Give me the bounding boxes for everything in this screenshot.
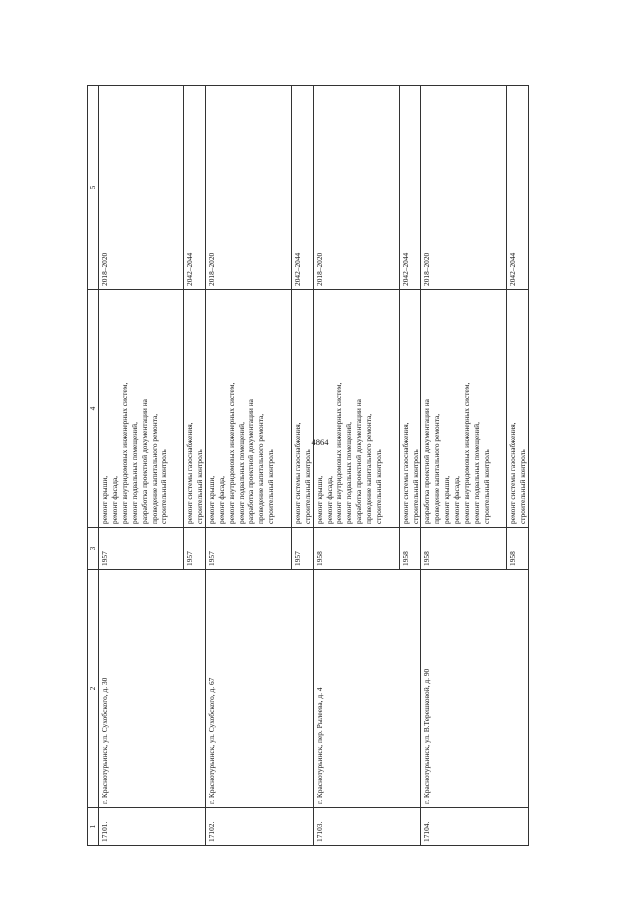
- work-item: разработка проектной документации на: [246, 399, 256, 524]
- building-address: г. Краснотурьинск, ул. Сухобского, д. 30: [99, 570, 206, 808]
- work-item: ремонт крыши,: [100, 475, 109, 524]
- works-list: [421, 290, 507, 528]
- repair-period: 2018–2020: [313, 86, 399, 290]
- table-row: [421, 86, 507, 846]
- table-row: [99, 86, 184, 846]
- works-list: [507, 290, 529, 528]
- work-item: ремонт фасада,: [216, 476, 226, 524]
- work-item: ремонт внутридомовых инженерных систем,: [462, 382, 472, 524]
- work-item: ремонт внутридомовых инженерных систем,: [226, 382, 236, 524]
- column-number: 2: [88, 570, 99, 808]
- building-address: г. Краснотурьинск, ул. Сухобского, д. 67: [205, 570, 313, 808]
- row-number: 17103.: [313, 808, 421, 846]
- build-year: 1958: [313, 528, 399, 570]
- work-item: строительный контроль: [374, 449, 384, 524]
- work-item: разработка проектной документации на: [422, 399, 432, 524]
- work-item: ремонт подвальных помещений,: [471, 422, 481, 524]
- works-list: [205, 290, 291, 528]
- work-item: ремонт подвальных помещений,: [344, 422, 354, 524]
- build-year: 1958: [507, 528, 529, 570]
- build-year: 1957: [205, 528, 291, 570]
- work-item: ремонт крыши,: [206, 475, 216, 524]
- work-item: разработка проектной документации на: [139, 399, 149, 524]
- work-item: ремонт крыши,: [442, 475, 452, 524]
- work-item: строительный контроль: [410, 449, 420, 524]
- work-item: строительный контроль: [159, 449, 169, 524]
- work-item: ремонт внутридомовых инженерных систем,: [334, 382, 344, 524]
- repair-period: 2042–2044: [507, 86, 529, 290]
- work-item: ремонт системы газоснабжения,: [508, 422, 518, 524]
- works-list: [184, 290, 206, 528]
- building-address: г. Краснотурьинск, пер. Рылеева, д. 4: [313, 570, 421, 808]
- works-list: [99, 290, 184, 528]
- work-item: ремонт фасада,: [109, 476, 119, 524]
- repair-period: 2042–2044: [184, 86, 206, 290]
- works-list: [399, 290, 421, 528]
- work-item: ремонт фасада,: [324, 476, 334, 524]
- repair-period: 2042–2044: [291, 86, 313, 290]
- building-address: г. Краснотурьинск, ул. В.Терешковой, д. 90: [421, 570, 529, 808]
- table-row: [205, 86, 291, 846]
- build-year: 1958: [399, 528, 421, 570]
- works-list: [291, 290, 313, 528]
- rotated-table-container: [87, 86, 553, 846]
- work-item: ремонт подвальных помещений,: [129, 422, 139, 524]
- work-item: проведение капитального ремонта,: [364, 413, 374, 524]
- column-number: 5: [88, 86, 99, 290]
- build-year: 1958: [421, 528, 507, 570]
- work-item: строительный контроль: [266, 449, 276, 524]
- page-number: 4864: [311, 437, 329, 447]
- work-item: строительный контроль: [194, 449, 204, 524]
- work-item: ремонт системы газоснабжения,: [292, 422, 302, 524]
- work-item: строительный контроль: [481, 449, 491, 524]
- work-item: ремонт фасада,: [452, 476, 462, 524]
- row-number: 17101.: [99, 808, 206, 846]
- repair-period: 2018–2020: [99, 86, 184, 290]
- work-item: разработка проектной документации на: [354, 399, 364, 524]
- build-year: 1957: [184, 528, 206, 570]
- row-number: 17102.: [205, 808, 313, 846]
- row-number: 17104.: [421, 808, 529, 846]
- repair-period: 2018–2020: [205, 86, 291, 290]
- build-year: 1957: [291, 528, 313, 570]
- work-item: ремонт внутридомовых инженерных систем,: [119, 382, 129, 524]
- work-item: строительный контроль: [518, 449, 528, 524]
- work-item: ремонт системы газоснабжения,: [185, 422, 194, 524]
- build-year: 1957: [99, 528, 184, 570]
- column-number: 3: [88, 528, 99, 570]
- work-item: проведение капитального ремонта,: [256, 413, 266, 524]
- work-item: ремонт крыши,: [314, 475, 324, 524]
- repair-period: 2018–2020: [421, 86, 507, 290]
- column-number-row: [88, 86, 99, 846]
- work-item: проведение капитального ремонта,: [432, 413, 442, 524]
- work-item: строительный контроль: [302, 449, 312, 524]
- work-item: ремонт системы газоснабжения,: [400, 422, 410, 524]
- works-list: [313, 290, 399, 528]
- work-item: проведение капитального ремонта,: [149, 413, 159, 524]
- table-row: [313, 86, 399, 846]
- repair-period: 2042–2044: [399, 86, 421, 290]
- capital-repair-table: [87, 85, 529, 846]
- work-item: ремонт подвальных помещений,: [236, 422, 246, 524]
- column-number: 1: [88, 808, 99, 846]
- column-number: 4: [88, 290, 99, 528]
